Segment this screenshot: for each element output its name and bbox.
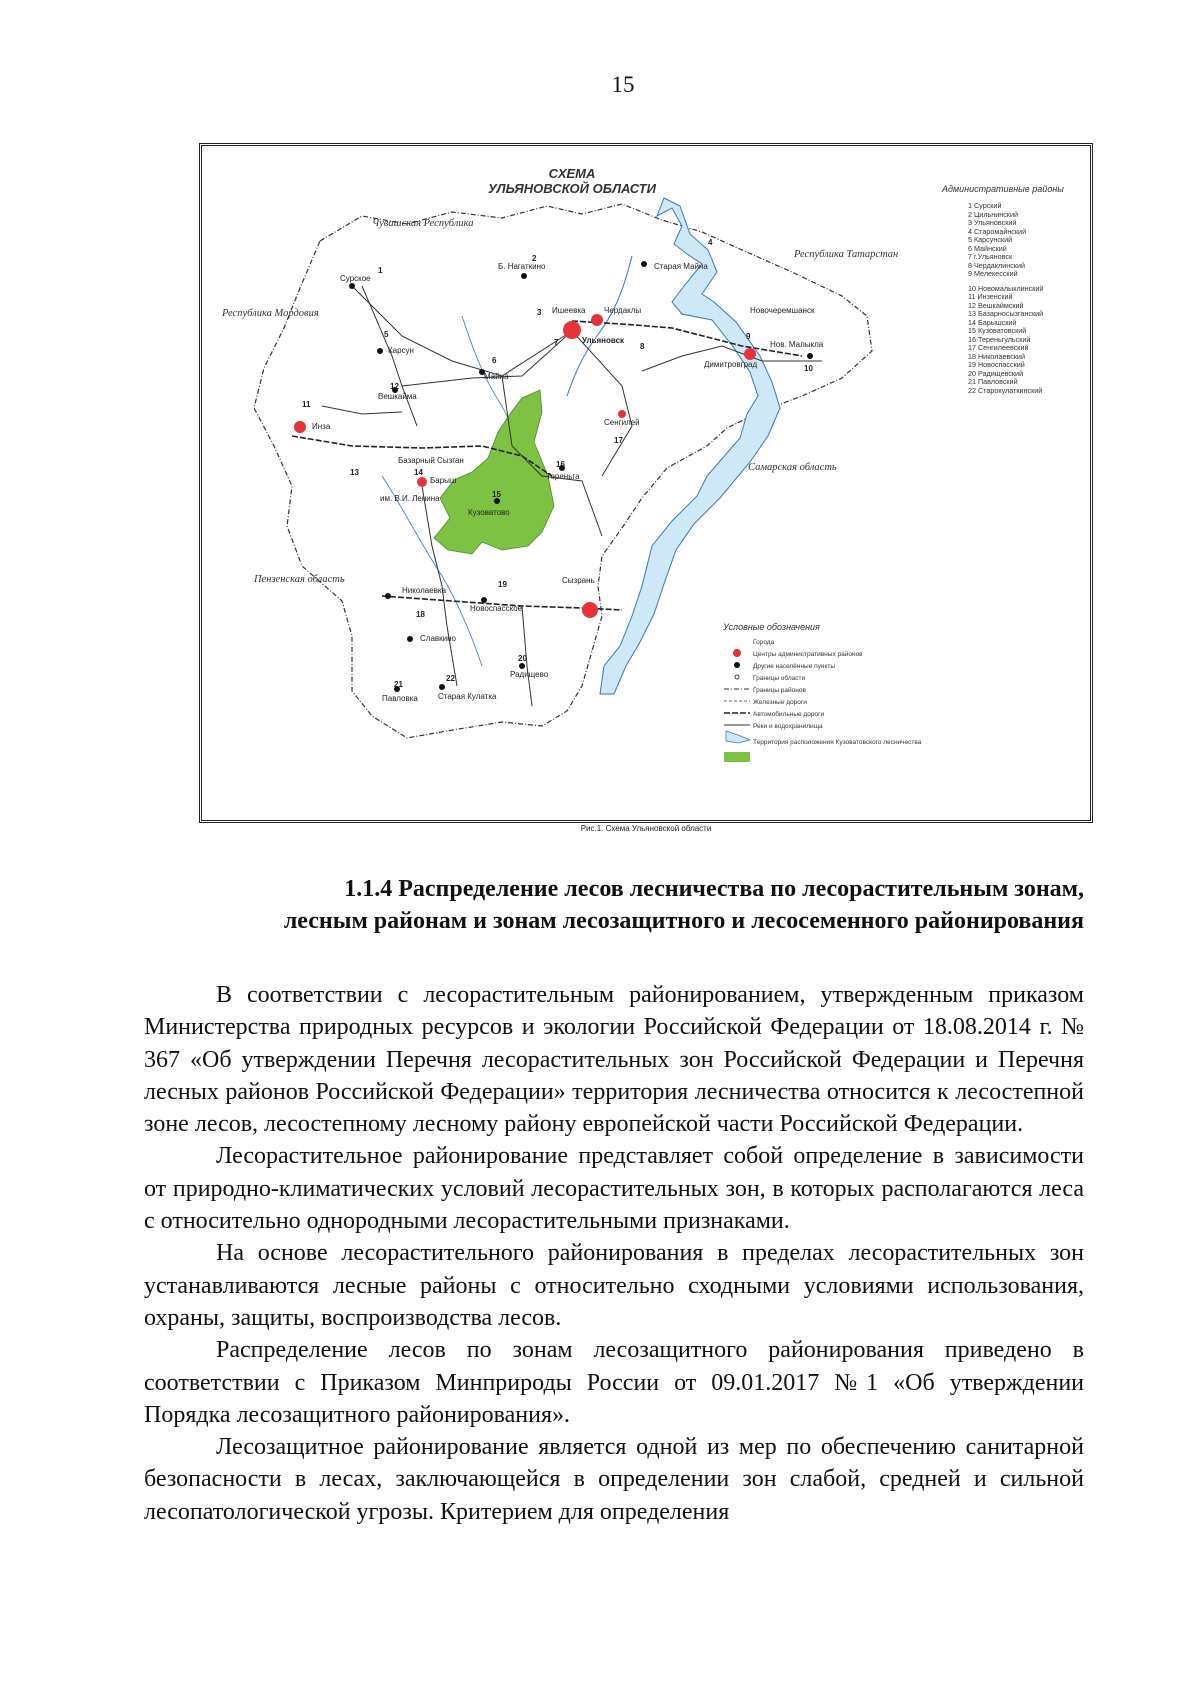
legend-item-label: Автомобильные дороги bbox=[753, 710, 825, 718]
map-legend bbox=[717, 622, 921, 748]
district-item: 14 Барышский bbox=[968, 317, 1017, 327]
city-marker bbox=[744, 348, 756, 360]
map-title-line: УЛЬЯНОВСКОЙ ОБЛАСТИ bbox=[488, 181, 656, 196]
town-label: Сенгилей bbox=[604, 418, 640, 427]
district-number: 18 bbox=[416, 610, 425, 619]
town-label: Новочеремшанск bbox=[750, 306, 815, 315]
city-ulyanovsk-marker bbox=[563, 321, 581, 339]
city-marker bbox=[618, 410, 626, 418]
page-number: 15 bbox=[611, 72, 635, 97]
town-label: Радищево bbox=[510, 670, 549, 679]
legend-item-label: Реки и водохранилища bbox=[753, 722, 823, 730]
town-label: Карсун bbox=[388, 346, 414, 355]
town-label: Б. Нагаткино bbox=[498, 262, 546, 271]
town-label: им. В.И. Ленина bbox=[380, 494, 440, 503]
district-item: 8 Чердаклинский bbox=[968, 260, 1025, 270]
legend-item-label: Города bbox=[753, 638, 775, 646]
region-map bbox=[199, 143, 1093, 823]
district-item: 7 г.Ульяновск bbox=[968, 252, 1013, 261]
section-heading-line: 1.1.4 Распределение лесов лесничества по лесорастительным зонам, bbox=[344, 876, 1084, 902]
district-number: 12 bbox=[390, 382, 399, 391]
district-item: 15 Кузоватовский bbox=[968, 326, 1027, 335]
district-item: 9 Мелекесский bbox=[968, 269, 1018, 278]
district-center bbox=[521, 273, 527, 279]
map-drawing bbox=[202, 146, 1090, 820]
town-label: Сызрань bbox=[562, 576, 595, 585]
town-label: Павловка bbox=[382, 694, 418, 703]
district-item: 12 Вешкаймский bbox=[968, 300, 1024, 310]
district-item: 17 Сенгилеевский bbox=[968, 343, 1029, 352]
legend-item-label: Территория расположения Кузоватовского лесничества bbox=[753, 738, 922, 746]
district-number: 6 bbox=[492, 356, 497, 365]
admin-districts-title: Административные районы bbox=[942, 184, 1064, 194]
district-item: 22 Старокулаткинский bbox=[968, 385, 1043, 395]
region-label-samara: Самарская область bbox=[748, 462, 837, 473]
paragraph: На основе лесорастительного районирования в пределах лесорастительных зон устанавливаются лесные районы с относительно сходными условиями использования, охраны, защиты, воспроизводства лесов. bbox=[144, 1240, 1084, 1331]
district-number: 4 bbox=[708, 238, 713, 247]
district-item: 4 Старомайнский bbox=[968, 226, 1027, 236]
town-label: Славкино bbox=[420, 634, 456, 643]
paragraph: Лесорастительное районирование представляет собой определение в зависимости от природно-климатических условий лесорастительных зон, в которых располагаются леса с относительно однородными лесорастительными признаками. bbox=[144, 1143, 1084, 1235]
town-label: Николаевка bbox=[402, 586, 447, 595]
district-item: 5 Карсунский bbox=[968, 235, 1013, 244]
city-marker bbox=[294, 421, 306, 433]
district-number: 3 bbox=[537, 308, 542, 317]
district-center bbox=[439, 684, 445, 690]
region-label-chuvash: Чувашская Республика bbox=[372, 218, 474, 229]
district-item: 13 Базарносызганский bbox=[968, 309, 1044, 318]
district-center bbox=[377, 348, 383, 354]
map-title-line: СХЕМА bbox=[548, 166, 596, 181]
paragraph: Лесозащитное районирование является одной из мер по обеспечению санитарной безопасности в лесах, заключающейся в определении зон слабой, средней и сильной лесопатологической угрозы. Критерием для определения bbox=[144, 1434, 1084, 1525]
legend-item bbox=[717, 720, 921, 732]
district-number: 17 bbox=[614, 436, 623, 445]
district-item: 21 Павловский bbox=[968, 377, 1018, 386]
town-label: Старая Кулатка bbox=[438, 692, 497, 701]
section-heading-line: лесным районам и зонам лесозащитного и лесосеменного районирования bbox=[283, 908, 1084, 934]
forest-area bbox=[434, 390, 554, 554]
road bbox=[362, 286, 417, 426]
district-item: 11 Инзенский bbox=[968, 292, 1013, 301]
district-item: 18 Николаевский bbox=[968, 351, 1025, 361]
paragraph: Распределение лесов по зонам лесозащитного районирования приведено в соответствии с Приказом Минприроды России от 09.01.2017 №1 «Об утверждении Порядка лесозащитного районирования». bbox=[144, 1337, 1084, 1428]
district-center bbox=[385, 593, 391, 599]
town-label: Тереньга bbox=[546, 472, 580, 481]
paragraph: В соответствии с лесорастительным районированием, утвержденным приказом Министерства природных ресурсов и экологии Российской Федерации от 18.08.2014 г. № 367 «Об утверждении Перечня лесорастительных зон Российской Федерации и Перечня лесных районов Российской Федерации» территория лесничества относится к лесостепной зоне лесов, лесостепному лесному району европейской части Российской Федерации. bbox=[144, 982, 1084, 1138]
district-item: 19 Новоспасский bbox=[968, 360, 1025, 369]
town-label-ulyanovsk: Ульяновск bbox=[582, 336, 625, 345]
district-center bbox=[407, 636, 413, 642]
legend-item-label: Другие населённые пункты bbox=[753, 662, 836, 670]
district-center bbox=[349, 283, 355, 289]
district-item: 16 Тереньгульский bbox=[968, 334, 1031, 344]
district-number: 21 bbox=[394, 680, 403, 689]
map-title bbox=[442, 166, 702, 196]
district-center bbox=[519, 663, 525, 669]
legend-item-label: Границы области bbox=[753, 674, 806, 682]
legend-item-label: Железные дороги bbox=[753, 698, 807, 706]
district-number: 22 bbox=[446, 674, 455, 683]
district-number: 14 bbox=[414, 468, 423, 477]
district-number: 16 bbox=[556, 460, 565, 469]
district-item: 3 Ульяновский bbox=[968, 218, 1017, 227]
district-list bbox=[968, 202, 1043, 395]
region-label-penza: Пензенская область bbox=[254, 574, 345, 585]
region-label-tatarstan: Республика Татарстан bbox=[794, 249, 899, 260]
section-heading bbox=[144, 873, 1084, 937]
body-text bbox=[144, 979, 1084, 1528]
district-number: 19 bbox=[498, 580, 507, 589]
town-label: Димитровград bbox=[704, 360, 758, 369]
legend-item bbox=[717, 696, 921, 708]
volga-river bbox=[600, 198, 780, 694]
road bbox=[322, 406, 402, 414]
district-number: 11 bbox=[302, 400, 311, 409]
town-label: Вешкайма bbox=[378, 392, 417, 401]
city-marker bbox=[582, 602, 598, 618]
region-label-mordovia: Республика Мордовия bbox=[222, 308, 319, 319]
district-number: 10 bbox=[804, 364, 813, 373]
legend-item-forest bbox=[717, 736, 921, 748]
district-number: 13 bbox=[350, 468, 359, 477]
city-marker bbox=[591, 314, 603, 326]
legend-item-label: Границы районов bbox=[753, 686, 806, 694]
town-label: Базарный Сызган bbox=[398, 456, 464, 465]
district-center bbox=[481, 597, 487, 603]
district-item: 1 Сурский bbox=[968, 201, 1002, 210]
town-label: Чердаклы bbox=[604, 306, 642, 315]
town-label: Сурское bbox=[340, 274, 371, 283]
legend-item bbox=[717, 648, 921, 660]
town-label: Новоспасское bbox=[470, 604, 523, 613]
legend-item bbox=[717, 684, 921, 696]
town-label: Ишеевка bbox=[552, 306, 586, 315]
district-item: 6 Майнский bbox=[968, 243, 1007, 253]
legend-title: Условные обозначения bbox=[723, 622, 820, 632]
town-label: Барыш bbox=[430, 476, 457, 485]
legend-item-label: Центры административных районов bbox=[753, 650, 863, 658]
legend-forest-symbol bbox=[724, 752, 750, 762]
district-item: 10 Новомалыклинский bbox=[968, 283, 1044, 293]
district-number: 15 bbox=[492, 490, 501, 499]
district-number: 5 bbox=[384, 330, 389, 339]
legend-item bbox=[717, 660, 921, 672]
road bbox=[572, 331, 632, 476]
district-number: 8 bbox=[640, 342, 645, 351]
town-label: Нов. Малыкла bbox=[770, 340, 824, 349]
district-number: 1 bbox=[378, 266, 383, 275]
district-number: 20 bbox=[518, 654, 527, 663]
town-label: Майна bbox=[484, 372, 509, 381]
figure-caption: Рис.1. Схема Ульяновской области bbox=[580, 824, 712, 833]
town-label: Кузоватово bbox=[468, 508, 510, 517]
legend-item bbox=[717, 672, 921, 684]
legend-item bbox=[717, 708, 921, 720]
district-number: 2 bbox=[532, 254, 537, 263]
district-center bbox=[641, 261, 647, 267]
town-label: Старая Майна bbox=[654, 262, 708, 271]
town-label: Инза bbox=[312, 422, 331, 431]
district-item: 2 Цильнинский bbox=[968, 209, 1018, 219]
district-center bbox=[807, 353, 813, 359]
city-marker bbox=[417, 477, 427, 487]
district-number: 7 bbox=[554, 338, 559, 347]
district-item: 20 Радищевский bbox=[968, 368, 1024, 378]
legend-item bbox=[717, 636, 921, 648]
district-number: 9 bbox=[746, 332, 751, 341]
